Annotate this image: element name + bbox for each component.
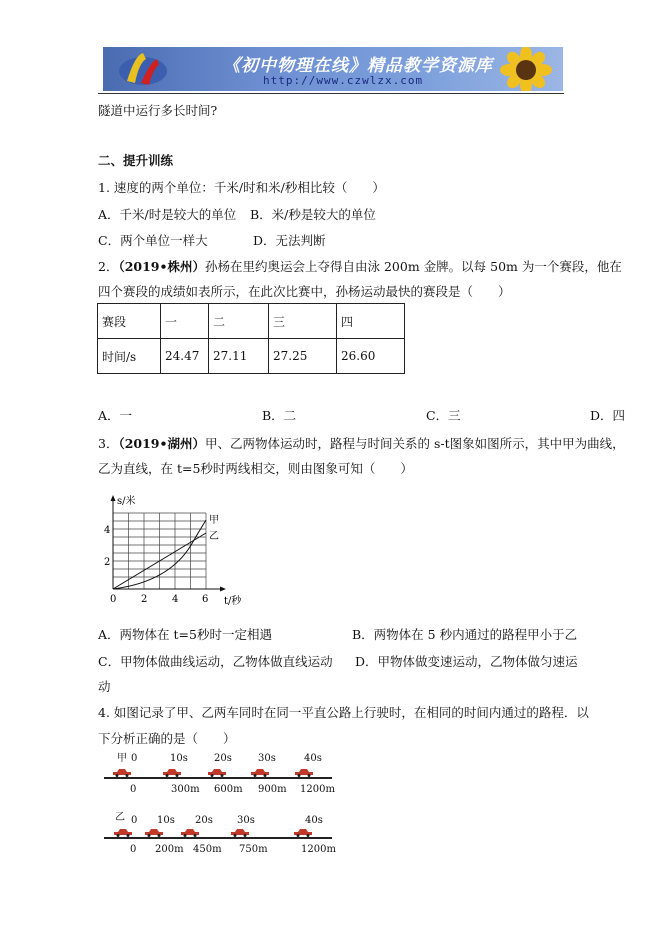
q3-option-d-cont: 动: [98, 679, 111, 694]
car-icon: [230, 828, 250, 837]
q3-stem-line2: 乙为直线，在 t=5秒时两线相交，则由图象可知（ ）: [98, 461, 413, 476]
track-time-label: 30s: [258, 753, 276, 764]
results-table: [97, 303, 405, 374]
q4-stem-line1: 4. 如图记录了甲、乙两车同时在同一平直公路上行驶时，在相同的时间内通过的路程．以: [98, 705, 589, 720]
q2-option-c: C．三: [426, 408, 461, 423]
track-time-label: 0: [131, 815, 138, 826]
y-axis-label: s/米: [117, 496, 136, 507]
series-label-yi: 乙: [209, 531, 219, 542]
track-time-label: 40s: [305, 815, 323, 826]
x-tick-label: 2: [141, 594, 148, 605]
track-time-label: 30s: [237, 815, 255, 826]
x-tick-label: 6: [202, 594, 209, 605]
q3-stem-line1: [98, 436, 625, 451]
q2-stem-line1: [98, 259, 622, 274]
intro-line: 隧道中运行多长时间?: [98, 103, 218, 118]
banner-title: 《初中物理在线》精品教学资源库: [223, 56, 493, 76]
q2-option-d: D．四: [590, 408, 626, 423]
q2-option-a: A．一: [98, 408, 133, 423]
road-line: [104, 837, 332, 839]
header-divider: [98, 93, 564, 94]
track-time-label: 10s: [157, 815, 175, 826]
car-icon: [144, 828, 164, 837]
track-distance-label: 1200m: [300, 784, 335, 795]
section-title: 二、提升训练: [98, 153, 174, 168]
q1-option-c: C．两个单位一样大: [98, 233, 208, 248]
car-icon: [180, 828, 200, 837]
q3-option-d: D．甲物体做变速运动，乙物体做匀速运: [355, 654, 578, 669]
track-distance-label: 0: [130, 844, 137, 855]
track-distance-label: 900m: [258, 784, 287, 795]
q1-option-d: D．无法判断: [253, 233, 326, 248]
table-cell: 三: [269, 304, 337, 339]
car-icon: [294, 768, 314, 777]
table-header-row: [98, 304, 405, 339]
x-tick-label: 0: [110, 594, 117, 605]
car-icon: [113, 828, 133, 837]
table-cell: 赛段: [98, 304, 161, 339]
q1-option-a: A．千米/时是较大的单位: [98, 207, 237, 222]
table-cell: 时间/s: [98, 339, 161, 374]
track-time-label: 20s: [214, 753, 232, 764]
series-label-jia: 甲: [209, 515, 219, 526]
car-icon: [112, 768, 132, 777]
table-cell: 二: [209, 304, 269, 339]
track-distance-label: 200m: [155, 844, 184, 855]
table-row: [98, 339, 405, 374]
logo-icon: [113, 47, 173, 91]
table-cell: 27.25: [269, 339, 337, 374]
track-distance-label: 300m: [171, 784, 200, 795]
q2-number: 2．: [98, 259, 119, 274]
y-tick-label: 4: [104, 525, 111, 536]
x-tick-label: 4: [172, 594, 179, 605]
track-distance-label: 0: [130, 784, 137, 795]
track-distance-label: 1200m: [301, 844, 336, 855]
q1-stem: 1. 速度的两个单位：千米/时和米/秒相比较（ ）: [98, 180, 385, 195]
q3-option-a: A．两物体在 t=5秒时一定相遇: [98, 627, 272, 642]
x-axis-label: t/秒: [224, 596, 242, 607]
track-distance-label: 750m: [239, 844, 268, 855]
q2-stem-text: 孙杨在里约奥运会上夺得自由泳 200m 金牌。以每 50m 为一个赛段，他在: [204, 259, 622, 274]
track-jia-label: 甲: [117, 753, 127, 764]
sunflower-icon: [491, 47, 561, 91]
q3-source: （2019•湖州）: [118, 436, 205, 451]
q3-option-c: C．甲物体做曲线运动，乙物体做直线运动: [98, 654, 333, 669]
q4-stem-line2: 下分析正确的是（ ）: [98, 731, 236, 746]
q2-stem-line2: 四个赛段的成绩如表所示，在此次比赛中，孙杨运动最快的赛段是（ ）: [98, 284, 511, 299]
y-tick-label: 2: [104, 557, 111, 568]
car-icon: [162, 768, 182, 777]
table-cell: 一: [161, 304, 209, 339]
q3-option-b: B．两物体在 5 秒内通过的路程甲小于乙: [352, 627, 578, 642]
table-cell: 27.11: [209, 339, 269, 374]
car-icon: [250, 768, 270, 777]
road-line: [104, 777, 332, 779]
track-time-label: 0: [131, 753, 138, 764]
q1-option-b: B．米/秒是较大的单位: [250, 207, 376, 222]
table-cell: 26.60: [337, 339, 405, 374]
track-distance-label: 600m: [214, 784, 243, 795]
banner-url: http://www.czwlzx.com: [263, 74, 424, 87]
header-banner: [103, 47, 563, 91]
car-icon: [207, 768, 227, 777]
table-cell: 24.47: [161, 339, 209, 374]
st-graph: [98, 490, 248, 610]
track-time-label: 40s: [304, 753, 322, 764]
track-yi-label: 乙: [115, 812, 125, 823]
track-time-label: 20s: [195, 815, 213, 826]
q2-option-b: B．二: [262, 408, 297, 423]
q2-source: （2019•株州）: [118, 259, 205, 274]
car-icon: [293, 828, 313, 837]
q3-number: 3．: [98, 436, 119, 451]
track-distance-label: 450m: [193, 844, 222, 855]
q3-stem-text: 甲、乙两物体运动时，路程与时间关系的 s-t图象如图所示，其中甲为曲线，: [204, 436, 625, 451]
table-cell: 四: [337, 304, 405, 339]
track-time-label: 10s: [170, 753, 188, 764]
